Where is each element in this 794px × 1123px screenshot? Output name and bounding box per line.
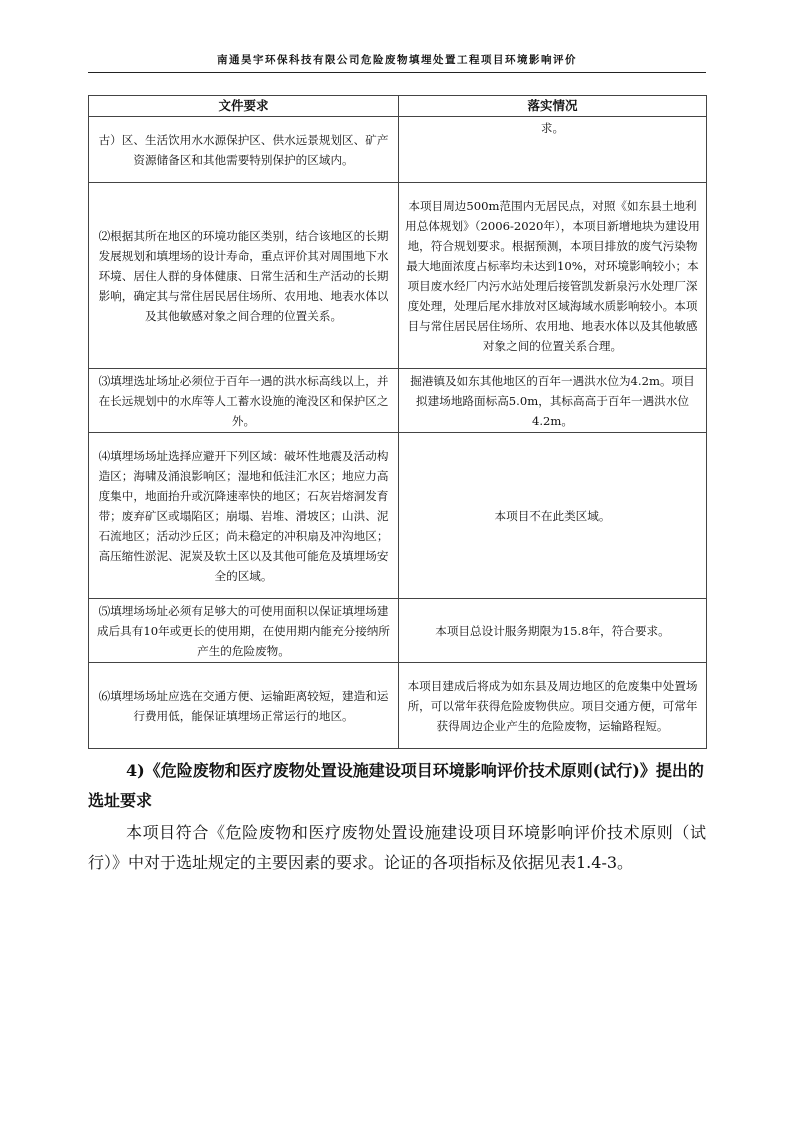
requirement-cell: ⑷填埋场场址选择应避开下列区域：破坏性地震及活动构造区；海啸及涌浪影响区；湿地和低洼汇水区；地应力高度集中，地面抬升或沉降速率快的地区；石灰岩熔洞发育带；废弃矿区或塌陷区；崩塌、岩堆、滑坡区；山洪、泥石流地区；活动沙丘区；尚未稳定的冲积扇及冲沟地区；高压缩性淤泥、泥炭及软土区以及其他可能危及填埋场安全的区域。	[89, 433, 399, 599]
implementation-cell: 本项目周边500m范围内无居民点，对照《如东县土地利用总体规划》（2006-2020年），本项目新增地块为建设用地，符合规划要求。根据预测，本项目排放的废气污染物最大地面浓度占标率均未达到10%，对环境影响较小；本项目废水经厂内污水站处理后接管凯发新泉污水处理厂深度处理，处理后尾水排放对区域海域水质影响较小。本项目与常住居民居住场所、农用地、地表水体以及其他敏感对象之间的位置关系合理。	[399, 183, 707, 369]
requirement-cell: ⑶填埋选址场址必须位于百年一遇的洪水标高线以上，并在长远规划中的水库等人工蓄水设施的淹没区和保护区之外。	[89, 369, 399, 433]
page-header: 南通昊宇环保科技有限公司危险废物填埋处置工程项目环境影响评价	[217, 54, 577, 66]
table-row	[89, 433, 707, 599]
table-row	[89, 369, 707, 433]
implementation-cell: 本项目建成后将成为如东县及周边地区的危废集中处置场所，可以常年获得危险废物供应。项目交通方便，可常年获得周边企业产生的危险废物，运输路程短。	[399, 663, 707, 749]
implementation-cell: 求。	[399, 117, 707, 183]
requirement-cell: ⑸填埋场场址必须有足够大的可使用面积以保证填埋场建成后具有10年或更长的使用期，在使用期内能充分接纳所产生的危险废物。	[89, 599, 399, 663]
requirements-table	[88, 95, 707, 749]
requirement-cell: ⑹填埋场场址应选在交通方便、运输距离较短，建造和运行费用低，能保证填埋场正常运行的地区。	[89, 663, 399, 749]
table-row	[89, 183, 707, 369]
implementation-cell: 掘港镇及如东其他地区的百年一遇洪水位为4.2m。项目拟建场地路面标高5.0m，其标高高于百年一遇洪水位4.2m。	[399, 369, 707, 433]
table-row	[89, 663, 707, 749]
table-row	[89, 599, 707, 663]
implementation-cell: 本项目不在此类区域。	[399, 433, 707, 599]
requirement-cell: ⑵根据其所在地区的环境功能区类别，结合该地区的长期发展规划和填埋场的设计寿命，重点评价其对周围地下水环境、居住人群的身体健康、日常生活和生产活动的长期影响，确定其与常住居民居住场所、农用地、地表水体以及其他敏感对象之间合理的位置关系。	[89, 183, 399, 369]
table-header-row	[89, 96, 707, 117]
implementation-cell: 本项目总设计服务期限为15.8年，符合要求。	[399, 599, 707, 663]
header-divider	[88, 72, 706, 73]
section-heading: 4)《危险废物和医疗废物处置设施建设项目环境影响评价技术原则(试行)》提出的选址要求	[88, 761, 704, 810]
table-row	[89, 117, 707, 183]
body-paragraph: 本项目符合《危险废物和医疗废物处置设施建设项目环境影响评价技术原则（试行）》中对于选址规定的主要因素的要求。论证的各项指标及依据见表1.4-3。	[88, 823, 706, 872]
requirement-cell: 古）区、生活饮用水水源保护区、供水远景规划区、矿产资源储备区和其他需要特别保护的区域内。	[89, 117, 399, 183]
column-header-implementation: 落实情况	[399, 96, 707, 117]
column-header-requirement: 文件要求	[89, 96, 399, 117]
